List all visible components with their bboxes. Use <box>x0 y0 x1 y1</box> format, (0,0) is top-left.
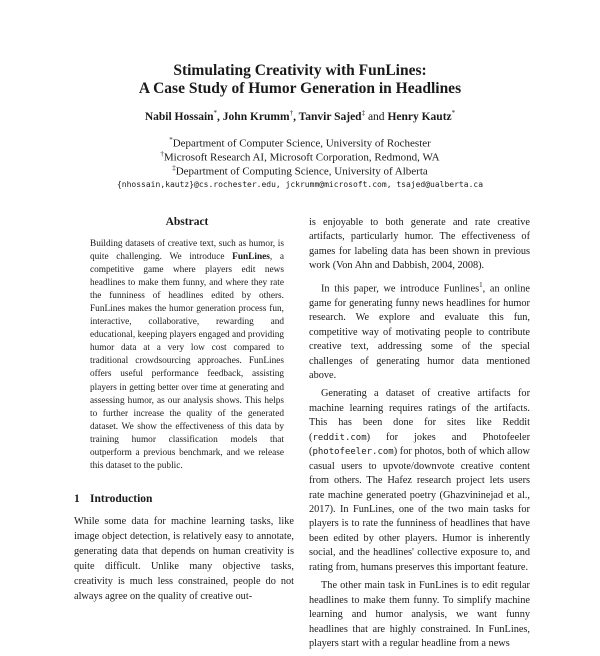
author-name: John Krumm <box>222 110 290 123</box>
url-reddit: reddit.com <box>312 432 367 443</box>
abstract-heading: Abstract <box>165 216 209 228</box>
affiliation-mark: * <box>213 109 218 117</box>
affiliation-mark: * <box>451 109 456 117</box>
affiliation-mark: ‡ <box>172 164 176 172</box>
right-paragraph-3: Generating a dataset of creative artifacts for machine learning requires ratings of the artifacts. This has been done for sites like Reddit (reddit.com) for jokes and Photofeeler (photofeeler.com) for photos, both of which allow casual users to upvote/downvote creative content from others. The Hafez research project lets users rate machine generated poetry (Ghazvininejad et al., 2017). In FunLines, one of the two main tasks for players is to rate the funniness of headlines that have been edited by other players. Humor is inherently social, and the headlines' collective exposure to, and rating from, humans preserves this important feature. <box>309 388 530 573</box>
footnote-mark: 1 <box>479 280 483 289</box>
paper-title-line-2: A Case Study of Humor Generation in Headlines <box>138 80 462 97</box>
introduction-paragraph: While some data for machine learning tasks, like image object detection, is relatively easy to annotate, generating data that depends on human creativity is quite difficult. Unlike many objective tasks, creativity is much less constrained, people do not always agree on the quality of creative out- <box>74 516 294 602</box>
url-photofeeler: photofeeler.com <box>312 447 394 458</box>
right-paragraph-4: The other main task in FunLines is to edit regular headlines to make them funny. To simplify machine learning and humor analysis, we want funny headlines that are highly constrained. In FunLines, players start with a regular headline from a news <box>309 580 530 650</box>
author-list: Nabil Hossain*, John Krumm†, Tanvir Sajed‡ and Henry Kautz* <box>144 109 456 123</box>
affiliation-3: ‡Department of Computing Science, University of Alberta <box>172 164 428 178</box>
abstract-text: Building datasets of creative text, such as humor, is quite challenging. We introduce FunLines, a competitive game where players edit news headlines to make them funny, and where they rate the funniness of headlines edited by others. FunLines makes the humor generation process fun, interactive, collaborative, rewarding and educational, keeping players engaged and providing humor data at a very low cost compared to traditional crowdsourcing approaches. FunLines offers useful performance feedback, assisting players in getting better over time at generating and assessing humor, as our analysis shows. This helps to further increase the quality of the generated dataset. We show the effectiveness of this data by training humor classification models that outperform a previous benchmark, and we release this dataset to the public. <box>90 239 284 471</box>
author-conjunction: and <box>367 110 385 123</box>
paper-title-line-1: Stimulating Creativity with FunLines: <box>173 62 427 79</box>
section-heading-introduction <box>74 493 294 505</box>
author-emails: {nhossain,kautz}@cs.rochester.edu, jckrumm@microsoft.com, tsajed@ualberta.ca <box>116 180 484 189</box>
author-name: Nabil Hossain <box>144 110 214 123</box>
funlines-bold: FunLines <box>232 252 270 263</box>
affiliation-mark: ‡ <box>361 109 366 117</box>
affiliation-2: †Microsoft Research AI, Microsoft Corporation, Redmond, WA <box>160 150 440 164</box>
affiliation-1: *Department of Computer Science, University of Rochester <box>169 136 431 150</box>
affiliation-mark: * <box>169 136 173 144</box>
author-name: Tanvir Sajed <box>298 110 362 123</box>
author-name: Henry Kautz <box>387 110 452 123</box>
affiliation-mark: † <box>160 150 164 158</box>
right-paragraph-2: In this paper, we introduce Funlines$^1$, an online game for generating funny news headlines for humor research. We explore and evaluate this fun, competitive way of motivating people to contribute creative text, addressing some of the special challenges of generating humor data mentioned above. <box>309 280 530 381</box>
right-column <box>309 216 530 656</box>
section-title: Introduction <box>90 493 153 505</box>
affiliation-mark: † <box>289 109 294 117</box>
right-paragraph-1: is enjoyable to both generate and rate creative artifacts, particularly humor. The effectiveness of games for labeling data has been shown in previous work (Von Ahn and Dabbish, 2004, 2008). <box>309 217 530 272</box>
section-number: 1 <box>74 493 80 505</box>
